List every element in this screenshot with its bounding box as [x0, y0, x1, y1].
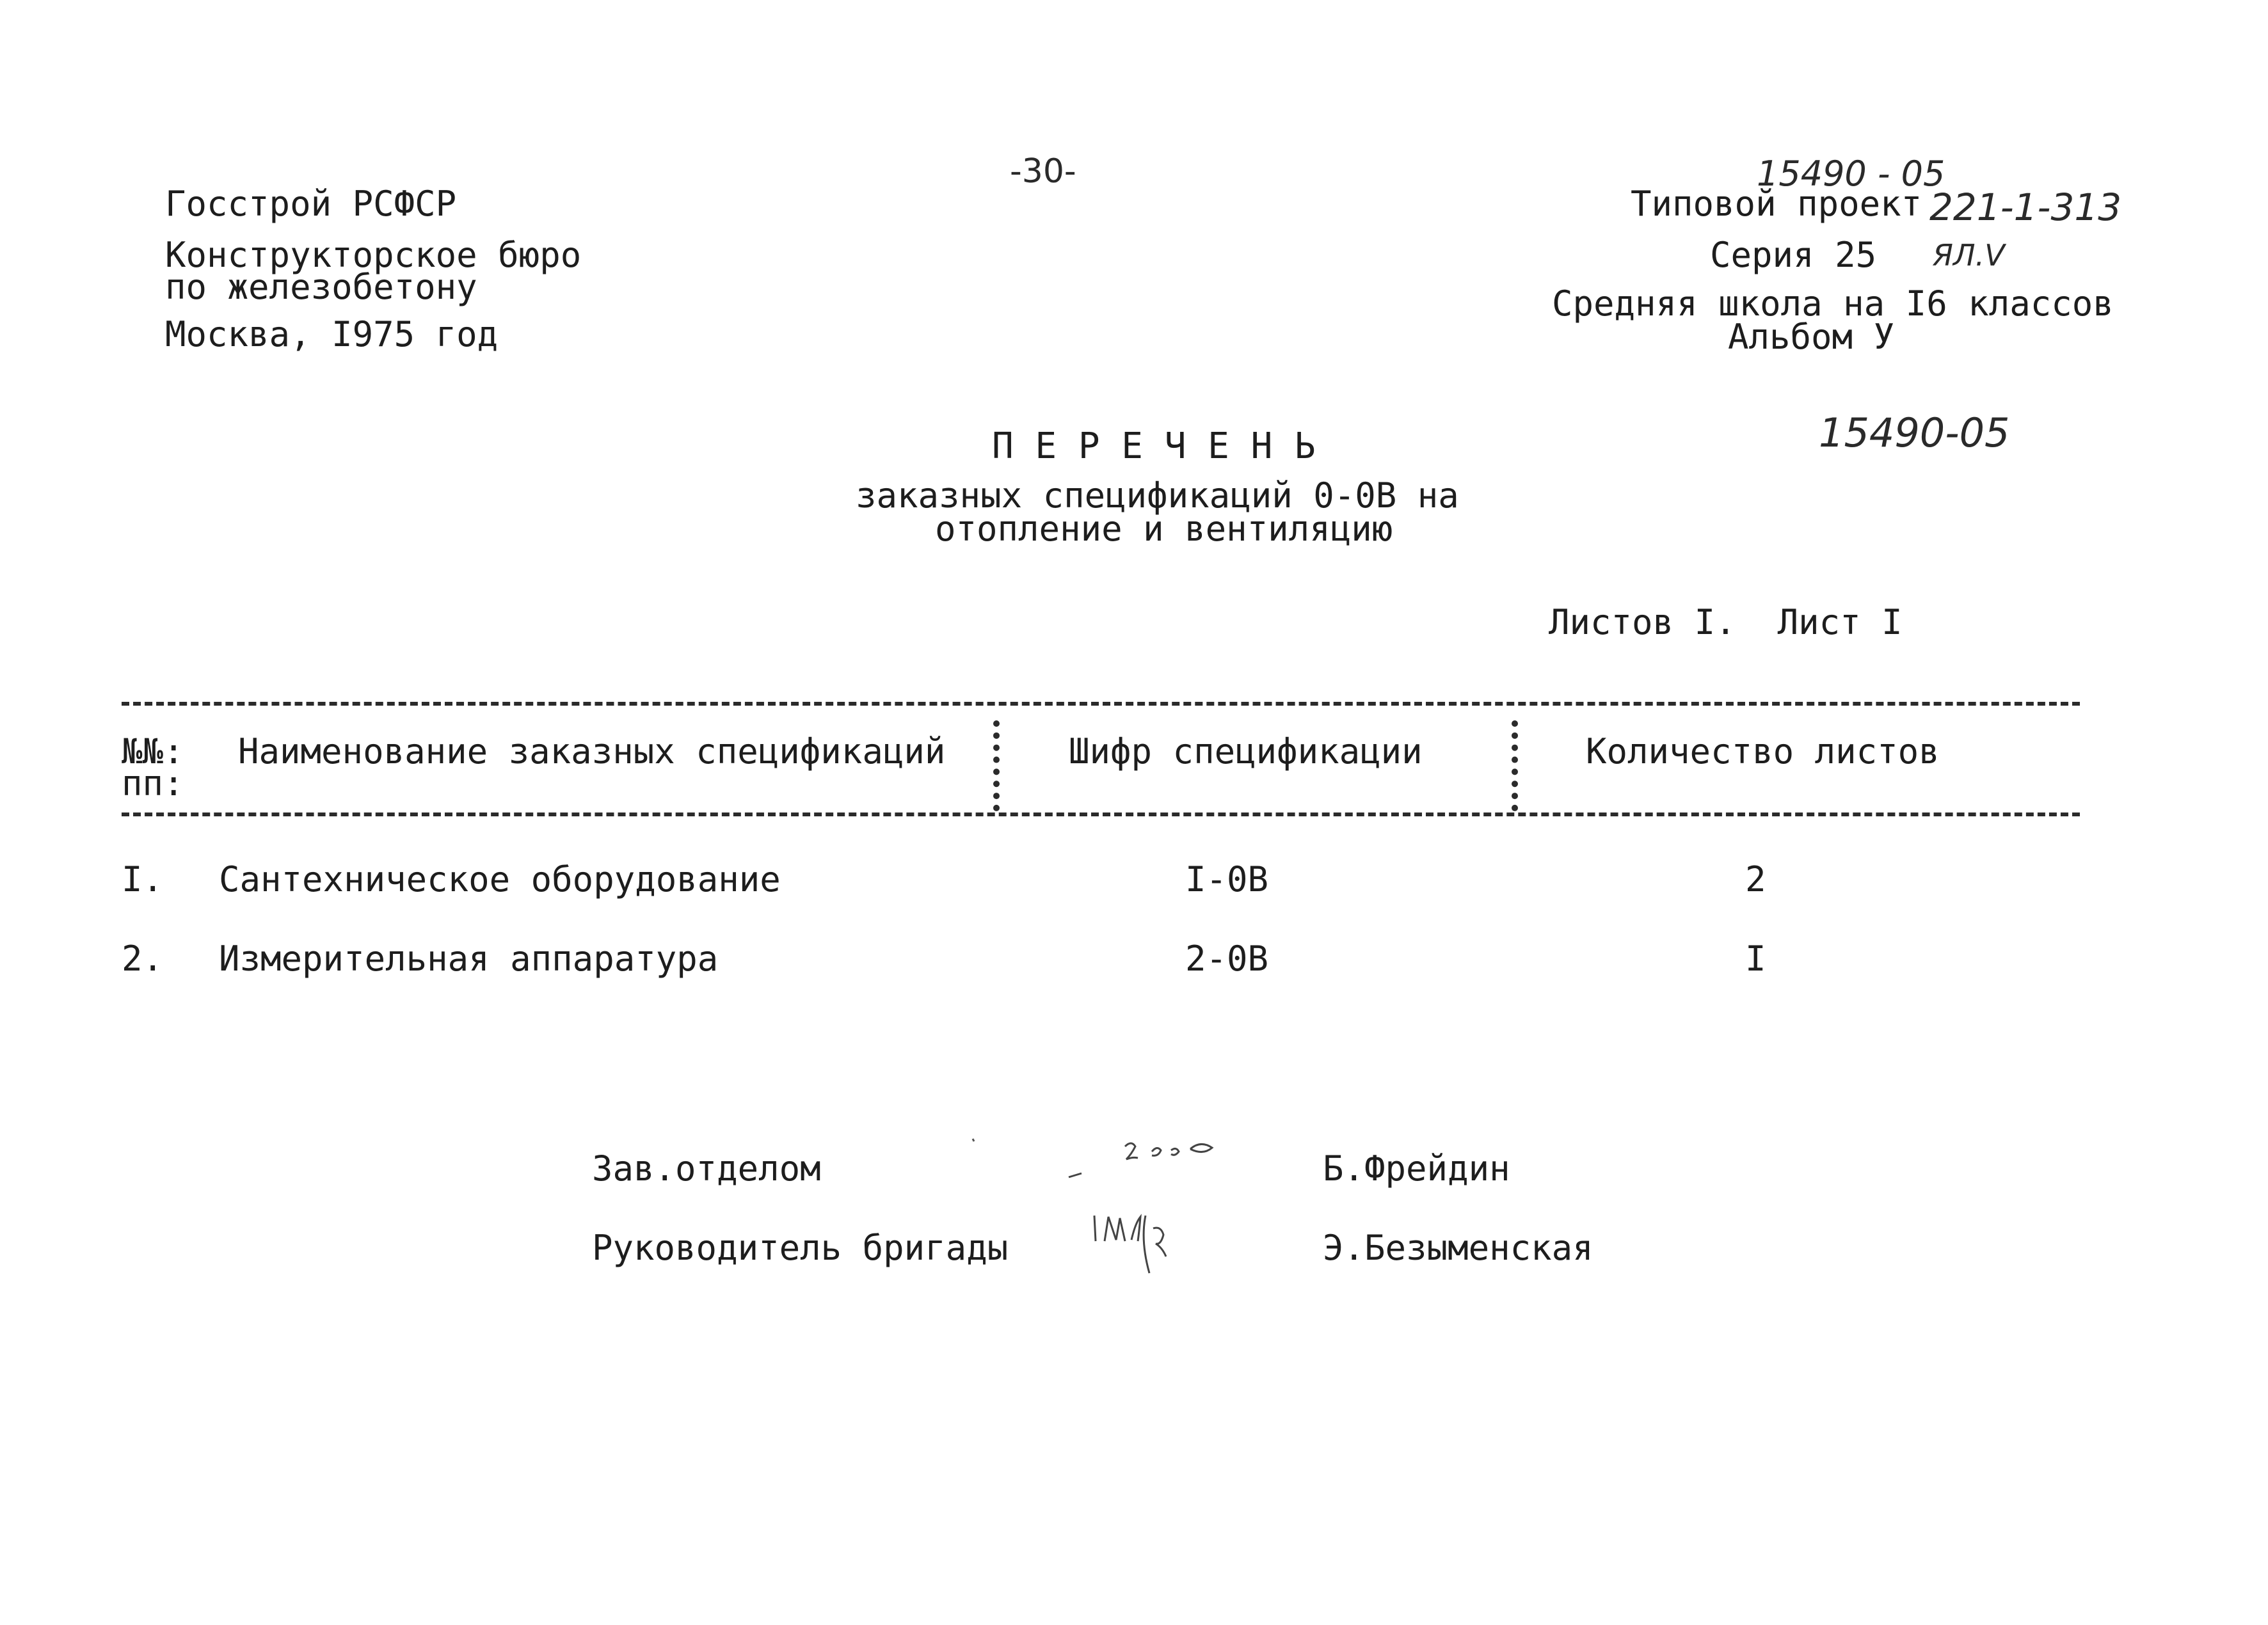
- table-top-rule: [122, 702, 2080, 706]
- col-number-header-line2: пп:: [122, 763, 184, 804]
- lead-name: Э.Безыменская: [1323, 1228, 1593, 1268]
- head-name: Б.Фрейдин: [1323, 1148, 1510, 1189]
- column-divider-1: [993, 720, 1006, 811]
- col-number-header-line1: №№:: [122, 731, 184, 772]
- lead-title: Руководитель бригады: [592, 1228, 1009, 1268]
- org-name: Госстрой РСФСР: [165, 184, 457, 224]
- head-signature: [960, 1120, 1293, 1190]
- row-name: Сантехническое оборудование: [219, 859, 781, 900]
- col-name-header: Наименование заказных спецификаций: [238, 731, 946, 772]
- bureau-line-1: Конструкторское бюро: [165, 235, 582, 275]
- row-qty: 2: [1745, 859, 1766, 900]
- bureau-line-2: по железобетону: [165, 267, 477, 307]
- handwritten-doc-number: 15490-05: [1819, 409, 2010, 456]
- lead-signature: [1082, 1203, 1222, 1280]
- title-line-1: заказных спецификаций 0-0В на: [856, 475, 1459, 516]
- column-divider-2: [1512, 720, 1524, 811]
- series: Серия 25: [1710, 235, 1877, 275]
- col-qty-header: Количество листов: [1586, 731, 1940, 772]
- row-number: 2.: [122, 939, 164, 979]
- row-code: 2-0В: [1185, 939, 1269, 979]
- city-year: Москва, I975 год: [165, 314, 499, 354]
- album: Альбом У: [1728, 317, 1895, 357]
- row-qty: I: [1745, 939, 1766, 979]
- col-code-header: Шифр спецификации: [1069, 731, 1423, 772]
- project-label: Типовой проект: [1631, 184, 1922, 224]
- document-title: П Е Р Е Ч Е Н Ь: [992, 425, 1316, 467]
- school: Средняя школа на I6 классов: [1552, 283, 2114, 324]
- row-number: I.: [122, 859, 164, 900]
- head-title: Зав.отделом: [592, 1148, 821, 1189]
- project-number: 221-1-313: [1929, 186, 2122, 229]
- title-line-2: отопление и вентиляцию: [935, 509, 1393, 549]
- handwritten-archive-number: 15490 - 05: [1757, 154, 1945, 194]
- row-name: Измерительная аппаратура: [219, 939, 719, 979]
- row-code: I-0В: [1185, 859, 1269, 900]
- series-note: ЯЛ.V: [1933, 238, 2005, 273]
- sheet-count: Листов I. Лист I: [1549, 602, 1903, 642]
- page-number: -30-: [1010, 152, 1076, 191]
- table-header-rule: [122, 812, 2080, 816]
